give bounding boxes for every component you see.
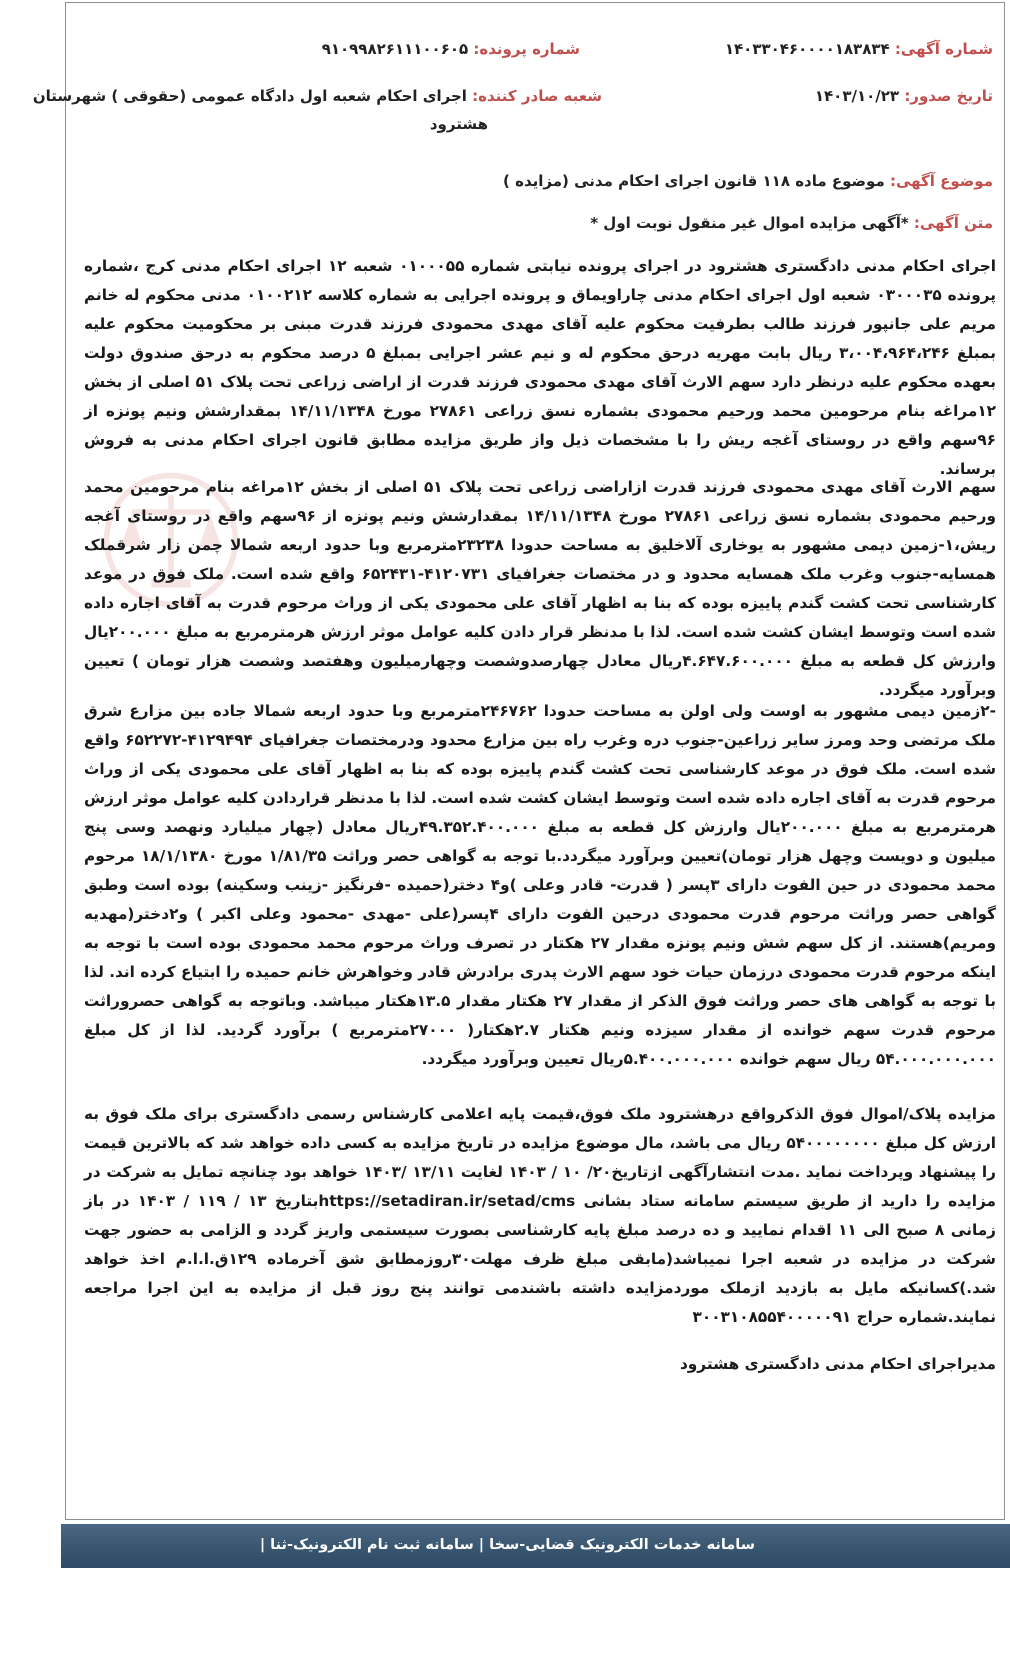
case-number: ۹۱۰۹۹۸۲۶۱۱۱۰۰۶۰۵ [321, 40, 469, 58]
paragraph-1: اجرای احکام مدنی دادگستری هشترود در اجرای پرونده نیابتی شماره ۰۱۰۰۰۵۵ شعبه ۱۲ اجرای احکام مدنی کرج ،شماره پرونده ۰۳۰۰۰۳۵ شعبه اول اجرای احکام مدنی چاراویماق و پرونده اجرایی به شماره کلاسه ۰۱۰۰۲۱۲ مدنی محکوم له خانم مریم علی جانپور فرزند طالب بطرفیت محکوم علیه آقای مهدی محمودی فرزند قدرت مبنی بر محکومیت محکوم علیه بمبلغ ۳،۰۰۴،۹۶۴،۲۴۶ ریال بابت مهریه درحق محکوم له و نیم عشر اجرایی بمبلغ ۵ درصد محکوم به درحق صندوق دولت بعهده محکوم علیه درنظر دارد سهم الارث آقای مهدی محمودی فرزند قدرت از اراضی زراعی تحت پلاک ۵۱ اصلی از بخش ۱۲مراغه بنام مرحومین محمد ورحیم محمودی بشماره نسق زراعی ۲۷۸۶۱ مورخ ۱۴/۱۱/۱۳۴۸ بمقدارشش ونیم پونزه از ۹۶سهم واقع در روستای آغجه ریش را با مشخصات ذیل واز طریق مزایده مطابق قانون اجرای احکام مدنی به فروش برساند. [84, 257, 996, 478]
notice-number-label: شماره آگهی: [894, 40, 993, 58]
case-number-label: شماره پرونده: [473, 40, 580, 58]
paragraph-2: سهم الارث آقای مهدی محمودی فرزند قدرت ازاراضی زراعی تحت پلاک ۵۱ اصلی از بخش ۱۲مراغه بنام مرحومین محمد ورحیم محمودی بشماره نسق زراعی ۲۷۸۶۱ مورخ ۱۴/۱۱/۱۳۴۸ بمقدارشش ونیم پونزه از ۹۶سهم واقع در روستای آغجه ریش،۱-زمین دیمی مشهور به یوخاری آلاخلیق به مساحت حدودا ۲۳۲۳۸مترمربع وبا حدود اربعه شمالا چمن زار شرقملک همسایه-جنوب وغرب ملک همسایه محدود و در مختصات جغرافیای ۴۱۲۰۷۳۱-۶۵۲۴۳۱ واقع شده است. ملک فوق در موعد کارشناسی تحت کشت گندم پاییزه بوده که بنا به اظهار آقای علی محمودی یکی از وراث مرحوم قدرت به آقای اجاره داده شده است وتوسط ایشان کشت شده است. لذا با مدنظر قرار دادن کلیه عوامل موثر ارزش هرمترمربع به مبلغ ۲۰۰.۰۰۰یال وارزش کل قطعه به مبلغ ۴.۶۴۷.۶۰۰.۰۰۰ریال معادل چهارصدوشصت وچهارمیلیون وهفتصد وشصت هزار تومان ) تعیین وبرآورد میگردد. [84, 478, 997, 699]
case-number-row [322, 40, 580, 58]
footer-links[interactable]: سامانه خدمات الکترونیک قضایی-سخا | سامانه ثبت نام الکترونیک-ثنا | [259, 1537, 755, 1553]
footer-bar [61, 1524, 1010, 1568]
branch-row-2 [430, 115, 488, 133]
issue-date-label: تاریخ صدور: [904, 87, 993, 105]
issue-date-row [815, 87, 993, 105]
branch-name: اجرای احکام شعبه اول دادگاه عمومی (حقوقی ) شهرستان [32, 87, 467, 105]
paragraph-4: مزایده پلاک/اموال فوق الذکرواقع درهشترود ملک فوق،قیمت پایه اعلامی کارشناس رسمی دادگستری برای ملک فوق به ارزش کل مبلغ ۵۴۰۰۰۰۰۰۰۰ ریال می باشد، مال موضوع مزایده در تاریخ مزایده به کسی داده خواهد شد که بالاترین قیمت را پیشنهاد وپرداخت نماید .مدت انتشارآگهی ازتاریخ۲۰/ ۱۰ / ۱۴۰۳ لغایت ۱۳/۱۱ /۱۴۰۳ خواهد بود چنانچه تمایل به شرکت در مزایده را دارید از طریق سیستم سامانه ستاد بشانی https://setadiran.ir/setad/cmsبتاریخ ۱۳ / ۱۱۹ / ۱۴۰۳ در باز زمانی ۸ صبح الی ۱۱ اقدام نمایید و ده درصد مبلغ پایه کارشناسی بصورت سیستمی واریز گردد و الزامی به حضور جهت شرکت در مزایده در شعبه اجرا نمیباشد(مابقی مبلغ ظرف مهلت۳۰روزمطابق شق آخرماده ۱۲۹ق.ا.ا.م اخذ خواهد شد.)کسانیکه مایل به بازدید ازملک موردمزایده داشته باشندمی توانند پنج روز قبل از مزایده به این اجرا مراجعه نمایند.شماره حراج ۳۰۰۳۱۰۸۵۵۴۰۰۰۰۰۹۱ [84, 1105, 997, 1326]
text-label: متن آگهی: [913, 214, 993, 232]
branch-label: شعبه صادر کننده: [472, 87, 602, 105]
subject-row [503, 172, 993, 190]
text-title: *آگهی مزایده اموال غیر منقول نوبت اول * [590, 214, 909, 232]
paragraph-3: -۲زمین دیمی مشهور به اوست ولی اولن به مساحت حدودا ۲۴۶۷۶۲مترمربع وبا حدود اربعه شمالا جاده بین مزارع شرق ملک مرتضی وحد ومرز سایر زراعین-جنوب دره وغرب راه بین مزارع محدود ودرمختصات جغرافیای ۴۱۲۹۴۹۴-۶۵۲۲۷۲ واقع شده است. ملک فوق در موعد کارشناسی تحت کشت گندم پاییزه بوده که بنا به اظهار آقای علی محمودی یکی از وراث مرحوم قدرت به آقای اجاره داده شده است وتوسط ایشان کشت شده است. لذا با مدنظر قراردادن کلیه عوامل موثر ارزش هرمترمربع به مبلغ ۲۰۰.۰۰۰یال وارزش کل قطعه به مبلغ ۴۹.۳۵۲.۴۰۰.۰۰۰ریال معادل (چهار میلیارد ونهصد وسی پنج میلیون و دویست وچهل هزار تومان)تعیین وبرآورد میگردد.با توجه به گواهی حصر وراثت ۱/۸۱/۳۵ مورخ ۱۸/۱/۱۳۸۰ مرحوم محمد محمودی در حین الفوت دارای ۳پسر ( قدرت- قادر وعلی )و۴ دختر(حمیده -فرنگیز -زینب وسکینه) بوده است وطبق گواهی حصر وراثت مرحوم قدرت محمودی درحین الفوت دارای ۴پسر(علی -مهدی -محمود وعلی اکبر ) و۲دختر(مهدیه ومریم)هستند. از کل سهم شش ونیم پونزه مقدار ۲۷ هکتار در تصرف وراث مرحوم محمد محمودی بوده است با توجه به اینکه مرحوم قدرت محمودی درزمان حیات خود سهم الارث پدری برادرش قادر وخواهرش خانم حمیده را ابتیاع کرده اند. لذا با توجه به گواهی های حصر وراثت فوق الذکر از مقدار ۲۷ هکتار مقدار ۱۳.۵هکتار میباشد. وباتوجه به گواهی حصروراثت مرحوم قدرت سهم خوانده از مقدار سیزده ونیم هکتار ۲.۷هکتار( ۲۷۰۰۰مترمربع ) برآورد گردید. لذا از کل مبلغ ۵۴.۰۰۰.۰۰۰.۰۰۰ ریال سهم خوانده ۵.۴۰۰.۰۰۰.۰۰۰ریال تعیین وبرآورد میگردد. [84, 702, 997, 1068]
branch-row [33, 87, 602, 105]
notice-number-row [725, 40, 993, 58]
branch-name-line2: هشترود [429, 115, 488, 133]
text-title-row [590, 214, 993, 232]
subject-label: موضوع آگهی: [889, 172, 993, 190]
issue-date: ۱۴۰۳/۱۰/۲۳ [814, 87, 900, 105]
signature: مدیراجرای احکام مدنی دادگستری هشترود [679, 1355, 996, 1373]
subject-text: موضوع ماده ۱۱۸ قانون اجرای احکام مدنی (مزایده ) [503, 172, 885, 190]
notice-number: ۱۴۰۳۳۰۴۶۰۰۰۰۱۸۳۸۳۴ [724, 40, 890, 58]
